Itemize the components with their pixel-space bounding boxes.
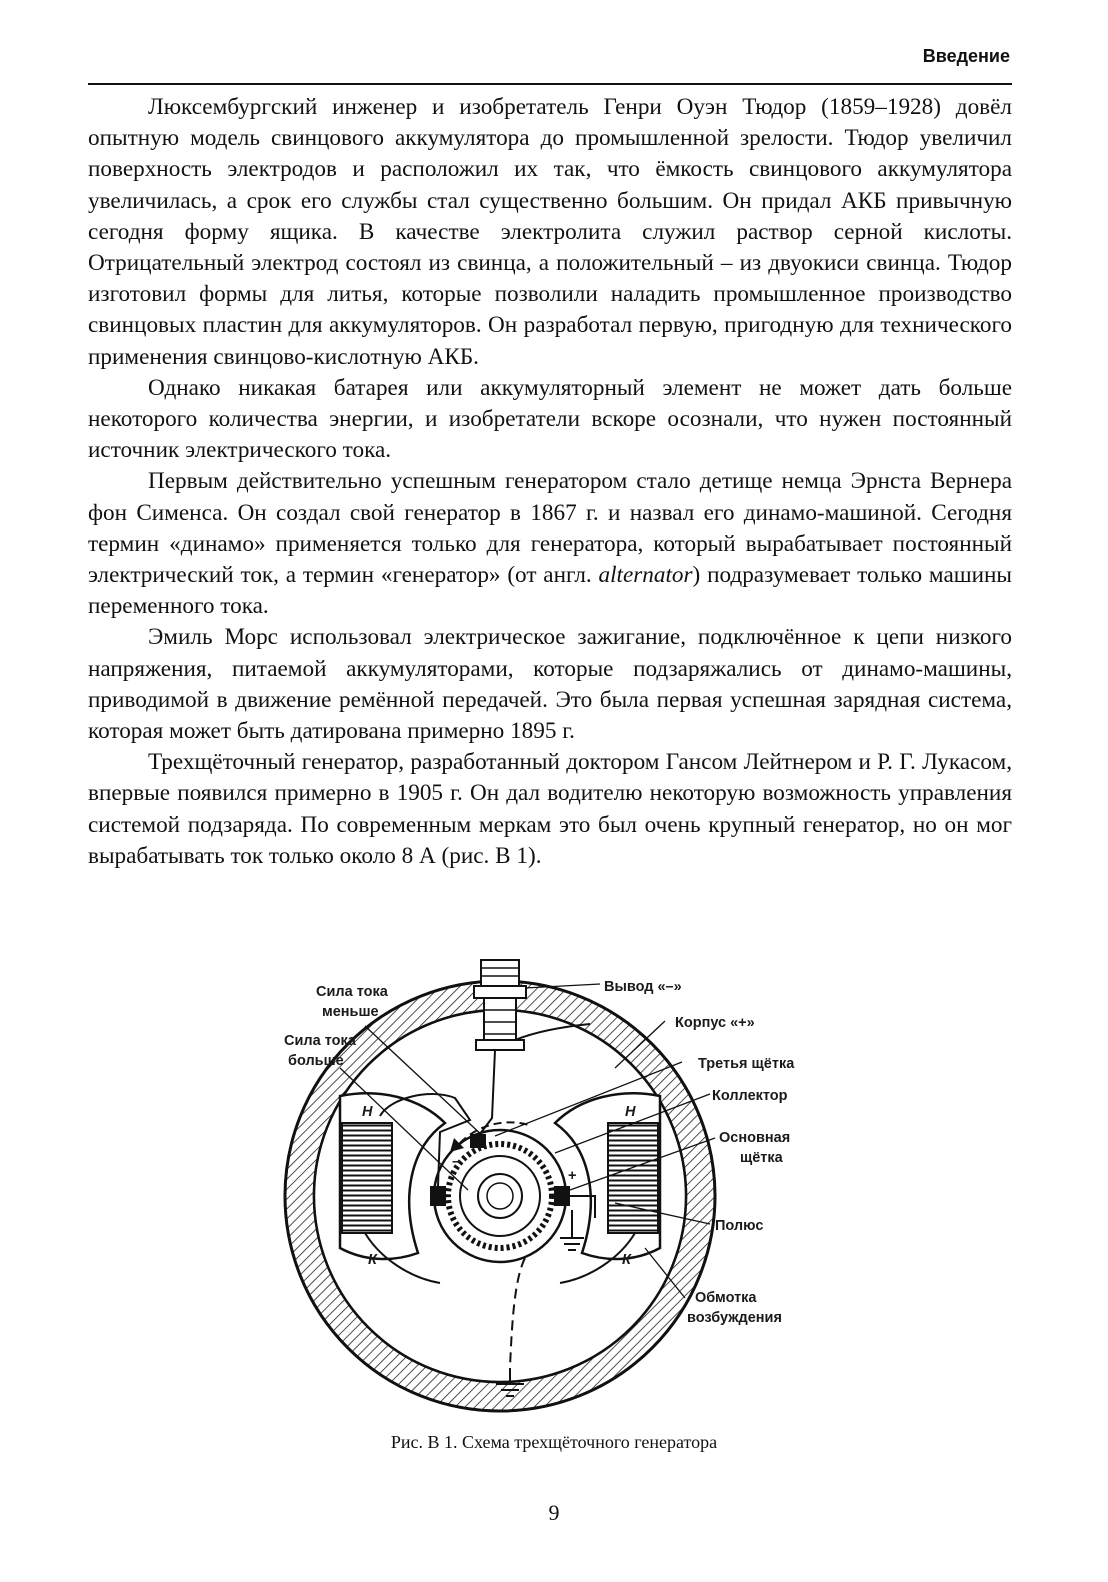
sign-plus: +: [568, 1168, 577, 1184]
paragraph-siemens-tail: ) подразумевает только машины переменного тока.: [88, 562, 1012, 620]
label-field-winding-2: возбуждения: [687, 1310, 782, 1326]
label-third-brush: Третья щётка: [698, 1056, 795, 1072]
generator-diagram: [270, 948, 850, 1428]
label-commutator: Коллектор: [712, 1088, 788, 1104]
pole-n-left: Н: [362, 1104, 373, 1120]
label-current-more-1: Сила тока: [284, 1033, 356, 1049]
label-pole: Полюс: [715, 1218, 764, 1234]
label-terminal-negative: Вывод «–»: [604, 979, 682, 995]
body-text: [88, 92, 1012, 872]
pole-k-right: К: [622, 1252, 631, 1268]
pole-n-right: Н: [625, 1104, 636, 1120]
paragraph-siemens-text: Первым действительно успешным генератором стало детище немца Эрнста Вернера фон Сименса. Он создал свой генератор в 1867 г. и назвал его динамо-машиной. Сегодня термин «динамо» применяется только для генератора, который вырабатывает постоянный электрический ток, а термин «генератор» (от англ.: [88, 468, 1012, 589]
paragraph-three-brush: Трехщёточный генератор, разработанный доктором Гансом Лейтнером и Р. Г. Лукасом, впервые появился примерно в 1905 г. Он дал водителю некоторую возможность управления системой подзаряда. По современным меркам это был очень крупный генератор, но он мог вырабатывать ток только около 8 А (рис. В 1).: [88, 749, 1012, 869]
main-brush-left: [430, 1186, 446, 1206]
label-current-more-2: больше: [288, 1053, 344, 1069]
paragraph-tudor: Люксембургский инженер и изобретатель Генри Оуэн Тюдор (1859–1928) довёл опытную модель свинцового аккумулятора до промышленной зрелости. Тюдор увеличил поверхность электродов и расположил их так, что ёмкость свинцового аккумулятора увеличилась, а срок его службы стал существенно большим. Он придал АКБ привычную сегодня форму ящика. В качестве электролита служил раствор серной кислоты. Отрицательный электрод состоял из свинца, а положительный – из двуокиси свинца. Тюдор изготовил формы для литья, которые позволили наладить промышленное производство свинцовых пластин для аккумуляторов. Он разработал первую, пригодную для технического применения свинцово-кислотную АКБ.: [88, 94, 1012, 370]
label-housing-positive: Корпус «+»: [675, 1015, 755, 1031]
label-main-brush-1: Основная: [719, 1130, 791, 1146]
main-brush-right: [554, 1186, 570, 1206]
figure-caption: Рис. В 1. Схема трехщёточного генератора: [390, 1432, 718, 1452]
label-current-less-2: меньше: [322, 1004, 379, 1020]
paragraph-morse: Эмиль Морс использовал электрическое зажигание, подключённое к цепи низкого напряжения, питаемой аккумуляторами, которые подзаряжались от динамо-машины, приводимой в движение ремённой передачей. Это была первая успешная зарядная система, которая может быть датирована примерно 1895 г.: [88, 624, 1012, 745]
running-header: Введение: [922, 46, 1010, 66]
alternator-term: alternator: [598, 562, 693, 589]
field-coil-right: [608, 1123, 658, 1233]
page-number: 9: [548, 1500, 560, 1525]
header-rule: [88, 83, 1012, 85]
paragraph-siemens: [88, 466, 1012, 622]
label-main-brush-2: щётка: [740, 1150, 783, 1166]
field-coil-left: [342, 1123, 392, 1233]
paragraph-battery-limits: Однако никакая батарея или аккумуляторный элемент не может дать больше некоторого количества энергии, и изобретатели вскоре осознали, что нужен постоянный источник электрического тока.: [88, 374, 1012, 464]
label-field-winding-1: Обмотка: [695, 1290, 757, 1306]
label-current-less-1: Сила тока: [316, 984, 388, 1000]
sign-minus: –: [452, 1154, 461, 1170]
pole-k-left: К: [368, 1252, 377, 1268]
